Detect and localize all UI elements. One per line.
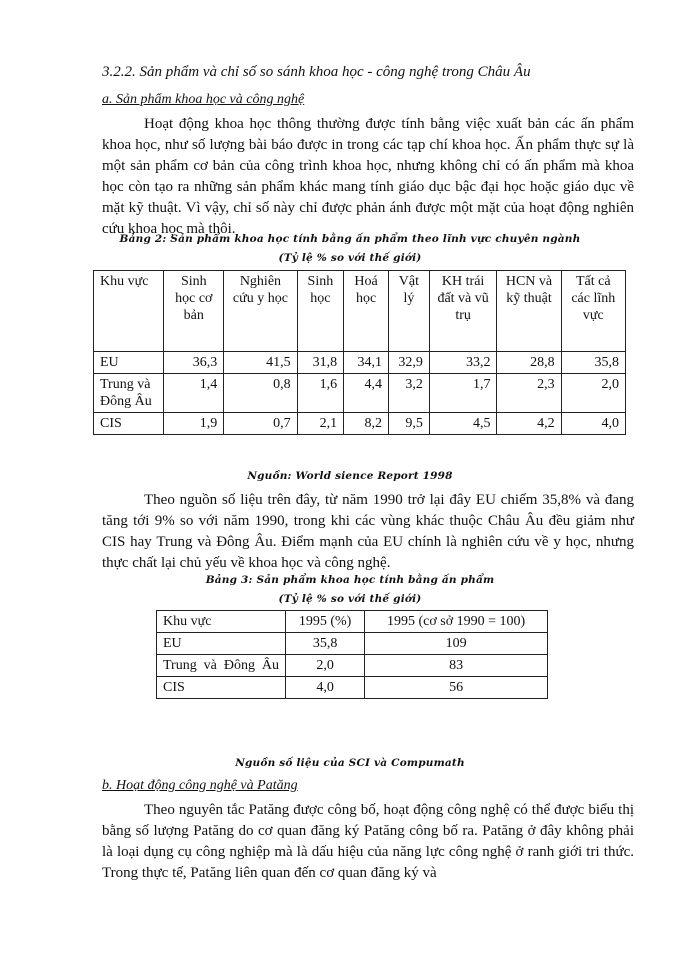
table-cell: 4,5 [429,413,497,435]
table-cell: 0,7 [224,413,297,435]
table-cell: 4,2 [497,413,561,435]
table-cell: 1,4 [164,374,224,413]
table-cell: CIS [157,677,286,699]
table2-header-cell: Khu vực [94,271,164,352]
table-cell: 41,5 [224,352,297,374]
table-cell: 34,1 [344,352,389,374]
table-cell: CIS [94,413,164,435]
table-cell: 2,0 [561,374,625,413]
table-cell: 1,9 [164,413,224,435]
table-cell: 4,4 [344,374,389,413]
table-cell: 83 [365,655,548,677]
table-cell: 36,3 [164,352,224,374]
table3-header-cell: 1995 (cơ sở 1990 = 100) [365,611,548,633]
table2-header-cell: Sinh học [297,271,343,352]
table3-header-cell: 1995 (%) [286,611,365,633]
table-cell: 28,8 [497,352,561,374]
table-cell: 4,0 [286,677,365,699]
table-row [157,677,548,699]
table-row [94,413,626,435]
table2-source: Nguồn: World sience Report 1998 [247,470,453,482]
table-cell: 0,8 [224,374,297,413]
table-cell: 32,9 [389,352,430,374]
table2-header-row [94,271,626,352]
table-cell: 56 [365,677,548,699]
table-cell: 35,8 [561,352,625,374]
table-cell: 8,2 [344,413,389,435]
table-cell: 2,0 [286,655,365,677]
table3-source: Nguồn số liệu của SCI và Compumath [235,757,465,769]
table3-header-row [157,611,548,633]
table-cell: 2,3 [497,374,561,413]
paragraph-3: Theo nguyên tắc Patăng được công bố, hoạt động công nghệ có thể được biểu thị bằng số lượng Patăng do cơ quan đăng ký Patăng công bố ra. Patăng ở đây không phải là loại dụng cụ công nghiệp mà là dấu hiệu của năng lực công nghệ ở ranh giới tri thức. Trong thực tế, Patăng liên quan đến cơ quan đăng ký và [102,802,634,881]
subsection-b-heading: b. Hoạt động công nghệ và Patăng [102,778,298,793]
table-row [157,633,548,655]
table2-title: Bảng 2: Sản phẩm khoa học tính bằng ấn phẩm theo lĩnh vực chuyên ngành [119,233,581,245]
table-cell: 9,5 [389,413,430,435]
table2-header-cell: HCN và kỹ thuật [497,271,561,352]
table2-header-cell: Vật lý [389,271,430,352]
table2-header-cell: KH trái đất và vũ trụ [429,271,497,352]
table2-header-cell: Sinh học cơ bản [164,271,224,352]
section-heading: 3.2.2. Sản phẩm và chỉ số so sánh khoa học - công nghệ trong Châu Âu [102,64,531,80]
table-cell: 4,0 [561,413,625,435]
table-cell: 31,8 [297,352,343,374]
table-row [94,374,626,413]
table-row [94,352,626,374]
table-cell: 1,6 [297,374,343,413]
table-cell: 109 [365,633,548,655]
table-cell: 3,2 [389,374,430,413]
table2 [93,270,626,435]
table3 [156,610,548,699]
table-cell: EU [157,633,286,655]
table-cell: EU [94,352,164,374]
table2-header-cell: Tất cả các lĩnh vực [561,271,625,352]
table3-header-cell: Khu vực [157,611,286,633]
table-cell: 33,2 [429,352,497,374]
table-cell: 2,1 [297,413,343,435]
subsection-a-heading: a. Sản phẩm khoa học và công nghệ [102,92,305,107]
table2-subtitle: (Tỷ lệ % so với thế giới) [278,252,422,264]
table-cell: Trung và Đông Âu [94,374,164,413]
table2-header-cell: Nghiên cứu y học [224,271,297,352]
table2-header-cell: Hoá học [344,271,389,352]
paragraph-2: Theo nguồn số liệu trên đây, từ năm 1990 trở lại đây EU chiếm 35,8% và đang tăng tới 9% so với năm 1990, trong khi các vùng khác thuộc Châu Âu đều giảm như CIS hay Trung và Đông Âu. Điểm mạnh của EU chính là nghiên cứu về y học, nhưng thực chất lại chủ yếu về khoa học và công nghệ. [102,492,634,571]
table-cell: Trung và Đông Âu [157,655,286,677]
table-cell: 35,8 [286,633,365,655]
table-cell: 1,7 [429,374,497,413]
paragraph-1: Hoạt động khoa học thông thường được tính bằng việc xuất bản các ấn phẩm khoa học, như số lượng bài báo được in trong các tạp chí khoa học. Ấn phẩm thực sự là một sản phẩm cơ bản của công trình khoa học, nhưng không chỉ có ấn phẩm mà khoa học còn tạo ra những sản phẩm khác mang tính giáo dục bậc đại học hoặc giáo dục về mặt kỹ thuật. Vì vậy, chỉ số này chỉ được phản ánh được một mặt của hoạt động nghiên cứu khoa học mà thôi. [102,116,634,237]
table3-subtitle: (Tỷ lệ % so với thế giới) [278,593,422,605]
table3-title: Bảng 3: Sản phẩm khoa học tính bằng ấn phẩm [205,574,495,586]
table-row [157,655,548,677]
